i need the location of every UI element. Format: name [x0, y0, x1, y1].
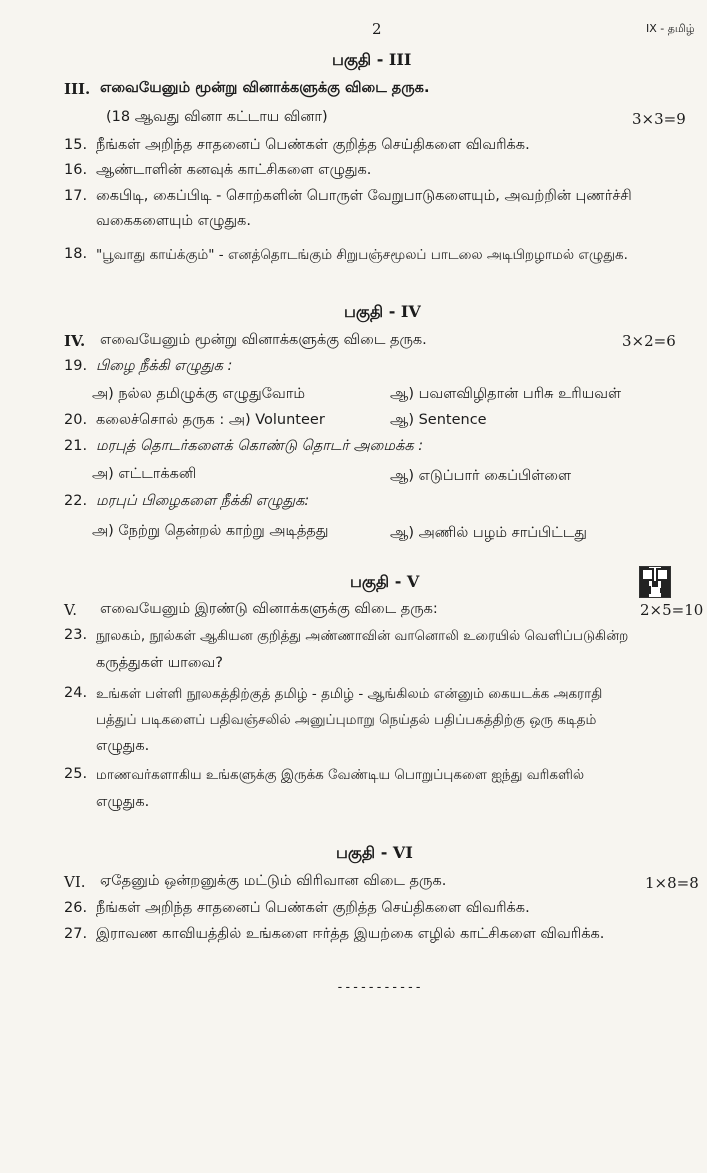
part3-note: (18 ஆவது வினா கட்டாய வினா)	[106, 109, 328, 125]
part3-instruction: எவையேனும் மூன்று வினாக்களுக்கு விடை தருக.	[100, 80, 430, 96]
part3-title	[332, 50, 411, 71]
q27-number: 27.	[64, 926, 88, 942]
q20-number: 20.	[64, 412, 88, 428]
part5-marks: 2×5=10	[640, 601, 704, 619]
part4-instruction-number: IV.	[64, 332, 86, 350]
part5-instruction-number: V.	[64, 601, 77, 619]
part6-roman: VI	[392, 843, 413, 862]
q25-line1: மாணவர்களாகிய உங்களுக்கு இருக்க வேண்டிய பொறுப்புகளை ஐந்து வரிகளில்	[96, 767, 585, 783]
q19-option-b: ஆ) பவளவிழிதான் பரிசு உரியவள்	[390, 386, 622, 402]
q19-text: பிழை நீக்கி எழுதுக :	[96, 358, 233, 374]
part5-roman: V	[406, 572, 420, 591]
q25-number: 25.	[64, 766, 88, 782]
q24-line1: உங்கள் பள்ளி நூலகத்திற்குத் தமிழ் - தமிழ் - ஆங்கிலம் என்னும் கையடக்க அகராதி	[96, 686, 603, 702]
q23-line2: கருத்துகள் யாவை?	[96, 655, 224, 671]
q17-text: கைபிடி, கைப்பிடி - சொற்களின் பொருள் வேறுபாடுகளையும், அவற்றின் புணர்ச்சி	[96, 188, 632, 204]
q24-number: 24.	[64, 685, 88, 701]
q27-text: இராவண காவியத்தில் உங்களை ஈர்த்த இயற்கை எழில் காட்சிகளை விவரிக்க.	[96, 926, 605, 942]
qr-code-module	[660, 588, 666, 593]
part3-roman: III	[388, 50, 412, 69]
q16-text: ஆண்டாளின் கனவுக் காட்சிகளை எழுதுக.	[96, 162, 372, 178]
q21-number: 21.	[64, 438, 88, 454]
q24-line3: எழுதுக.	[96, 738, 150, 754]
q21-option-b: ஆ) எடுப்பார் கைப்பிள்ளை	[390, 468, 572, 484]
part6-instruction: ஏதேனும் ஒன்றனுக்கு மட்டும் விரிவான விடை தருக.	[100, 873, 447, 889]
q22-option-a: அ) நேற்று தென்றல் காற்று அடித்தது	[92, 523, 329, 539]
part6-marks: 1×8=8	[645, 874, 699, 892]
qr-code-icon	[639, 566, 671, 598]
part4-marks: 3×2=6	[622, 332, 676, 350]
q17-number: 17.	[64, 188, 88, 204]
part6-title-label: பகுதி -	[336, 843, 393, 862]
subject-tag: IX - தமிழ்	[646, 22, 695, 35]
q19-number: 19.	[64, 358, 88, 374]
part5-instruction: எவையேனும் இரண்டு வினாக்களுக்கு விடை தருக:	[100, 601, 438, 617]
q20-option-b: ஆ) Sentence	[390, 412, 487, 428]
q15-text: நீங்கள் அறிந்த சாதனைப் பெண்கள் குறித்த செய்திகளை விவரிக்க.	[96, 137, 530, 153]
part4-instruction: எவையேனும் மூன்று வினாக்களுக்கு விடை தருக.	[100, 332, 427, 348]
q15-number: 15.	[64, 137, 88, 153]
qr-code-module	[652, 581, 658, 587]
q23-number: 23.	[64, 627, 88, 643]
q19-option-a: அ) நல்ல தமிழுக்கு எழுதுவோம்	[92, 386, 306, 402]
part5-title	[350, 572, 419, 593]
q26-text: நீங்கள் அறிந்த சாதனைப் பெண்கள் குறித்த செய்திகளை விவரிக்க.	[96, 900, 530, 916]
part4-title-label: பகுதி -	[344, 302, 401, 321]
part6-instruction-number: VI.	[64, 873, 86, 891]
q18-number: 18.	[64, 246, 88, 262]
q18-text: "பூவாது காய்க்கும்" - எனத்தொடங்கும் சிறுபஞ்சமூலப் பாடலை அடிபிறழாமல் எழுதுக.	[96, 247, 628, 263]
q16-number: 16.	[64, 162, 88, 178]
q21-text: மரபுத் தொடர்களைக் கொண்டு தொடர் அமைக்க :	[96, 438, 424, 454]
q17-text-cont: வகைகளையும் எழுதுக.	[96, 213, 251, 229]
part5-title-label: பகுதி -	[350, 572, 407, 591]
q23-line1: நூலகம், நூல்கள் ஆகியன குறித்து அண்ணாவின் வானொலி உரையில் வெளிப்படுகின்ற	[96, 628, 629, 644]
page-number: 2	[372, 20, 382, 38]
part4-title	[344, 302, 421, 323]
q22-number: 22.	[64, 493, 88, 509]
q22-text: மரபுப் பிழைகளை நீக்கி எழுதுக:	[96, 493, 310, 509]
part3-marks: 3×3=9	[632, 110, 686, 128]
end-marker: -----------	[336, 980, 423, 995]
q26-number: 26.	[64, 900, 88, 916]
part4-roman: IV	[400, 302, 421, 321]
qr-code-module	[643, 586, 651, 594]
part3-title-label: பகுதி -	[332, 50, 389, 69]
q20-text: கலைச்சொல் தருக : அ) Volunteer	[96, 412, 325, 428]
q22-option-b: ஆ) அணில் பழம் சாப்பிட்டது	[390, 525, 587, 541]
q21-option-a: அ) எட்டாக்கனி	[92, 466, 197, 482]
part6-title	[336, 843, 413, 864]
part3-instruction-number: III.	[64, 80, 91, 98]
q25-line2: எழுதுக.	[96, 794, 150, 810]
q24-line2: பத்துப் படிகளைப் பதிவஞ்சலில் அனுப்புமாறு நெய்தல் பதிப்பகத்திற்கு ஒரு கடிதம்	[96, 712, 597, 728]
